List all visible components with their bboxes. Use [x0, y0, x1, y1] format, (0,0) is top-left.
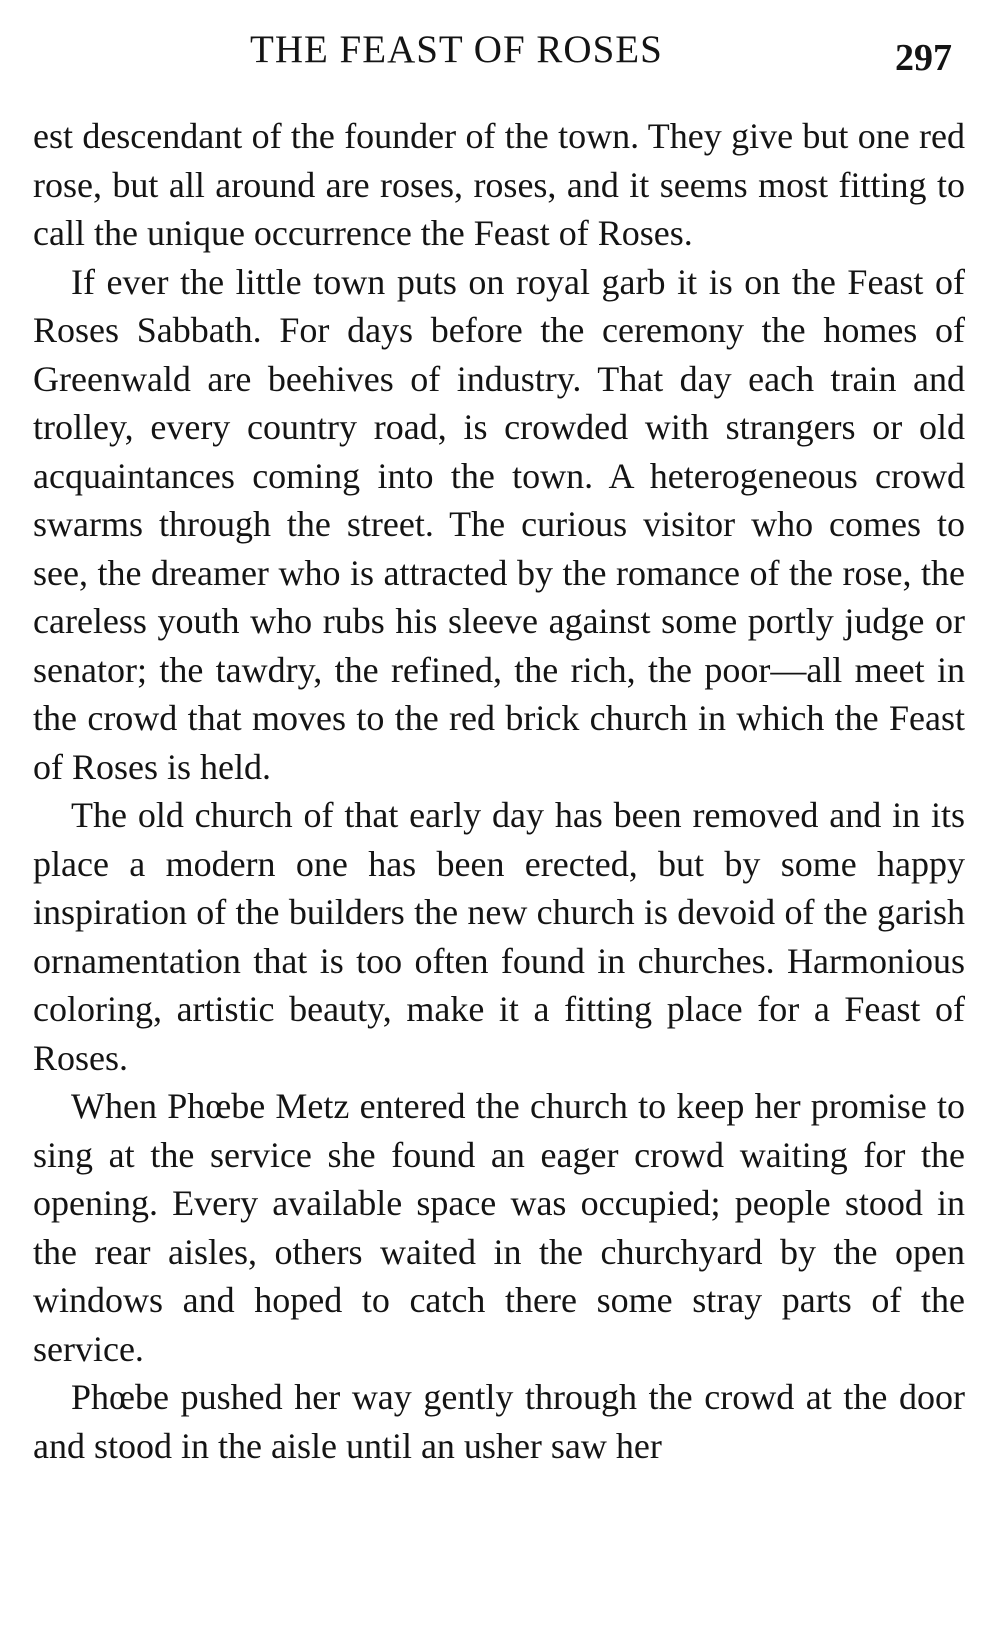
running-title: THE FEAST OF ROSES	[250, 28, 663, 71]
running-head	[0, 22, 1000, 82]
paragraph-continued: est descendant of the founder of the town. They give but one red rose, but all around are roses, roses, and it seems most fitting to call the unique occurrence the Feast of Roses.	[33, 116, 965, 253]
paragraph-phoebe-crowd: Phœbe pushed her way gently through the crowd at the door and stood in the aisle until an usher saw her	[33, 1377, 965, 1466]
paragraph-church-description: The old church of that early day has been removed and in its place a modern one has been erected, but by some happy inspiration of the builders the new church is devoid of the garish ornamentation that is too often found in churches. Harmonious coloring, artistic beauty, make it a fitting place for a Feast of Roses.	[33, 795, 965, 1078]
paragraph-phoebe-arrival: When Phœbe Metz entered the church to keep her promise to sing at the service she found an eager crowd waiting for the opening. Every available space was occupied; people stood in the rear aisles, others waited in the churchyard by the open windows and hoped to catch there some stray parts of the service.	[33, 1086, 965, 1369]
body-text	[33, 112, 965, 1470]
page-number: 297	[895, 37, 952, 79]
paragraph-feast-description: If ever the little town puts on royal garb it is on the Feast of Roses Sabbath. For days before the ceremony the homes of Greenwald are beehives of industry. That day each train and trolley, every country road, is crowded with strangers or old acquaintances coming into the town. A heterogeneous crowd swarms through the street. The curious visitor who comes to see, the dreamer who is attracted by the romance of the rose, the careless youth who rubs his sleeve against some portly judge or senator; the tawdry, the refined, the rich, the poor—all meet in the crowd that moves to the red brick church in which the Feast of Roses is held.	[33, 261, 965, 787]
